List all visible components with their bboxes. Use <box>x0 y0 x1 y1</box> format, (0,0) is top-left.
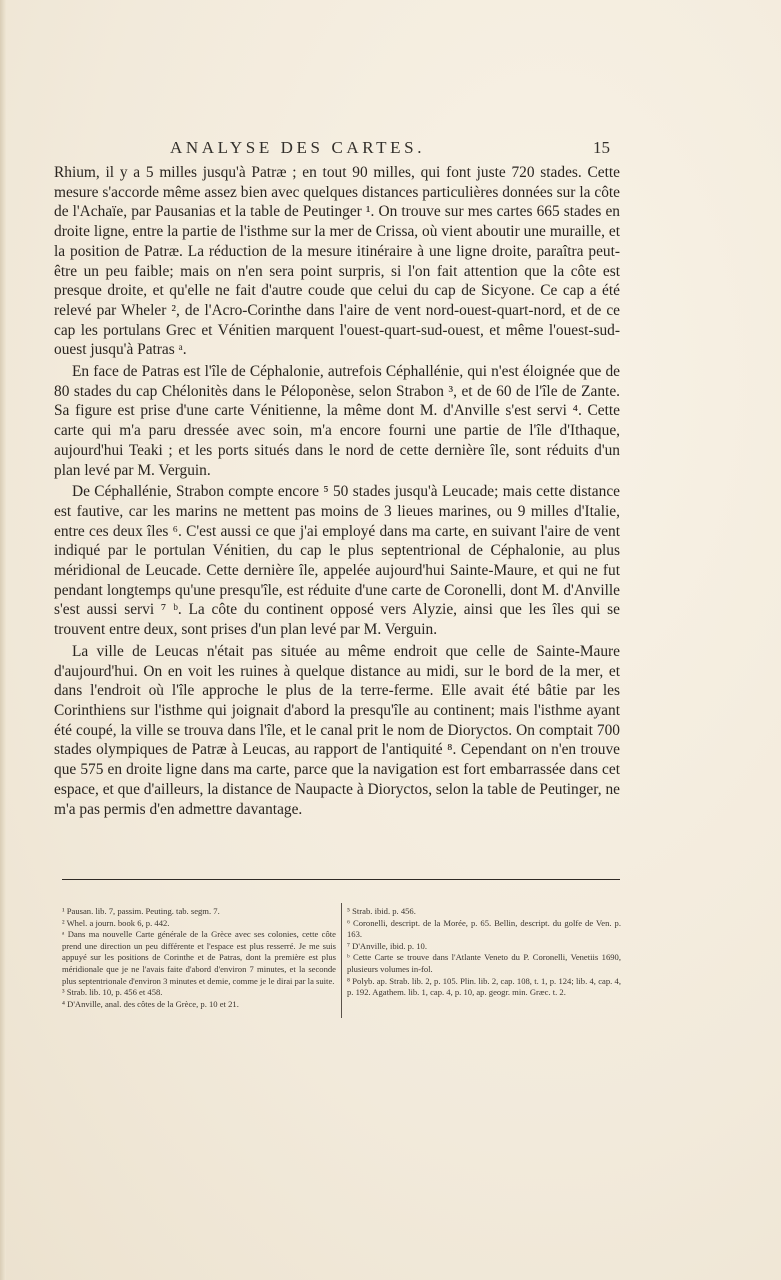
footnote: ⁸ Polyb. ap. Strab. lib. 2, p. 105. Plin. lib. 2, cap. 108, t. 1, p. 124; lib. 4, cap. 4, p. 192. Agathem. lib. 1, cap. 4, p. 10, ap. geogr. min. Græc. t. 2. <box>347 975 621 998</box>
footnote: ¹ Pausan. lib. 7, passim. Peuting. tab. segm. 7. <box>62 906 220 916</box>
footnote: ⁴ D'Anville, anal. des côtes de la Grèce, p. 10 et 21. <box>62 998 239 1009</box>
footnote: ² Whel. a journ. book 6, p. 442. <box>62 917 170 928</box>
footnote: ᵇ Cette Carte se trouve dans l'Atlante Veneto du P. Coronelli, Venetiis 1690, plusieurs volumes in-fol. <box>347 952 621 974</box>
paragraph: Rhium, il y a 5 milles jusqu'à Patræ ; en tout 90 milles, qui font juste 720 stades. Cette mesure s'accorde même assez bien avec quelques distances particulières données sur la côte de l'Achaïe, par Pausanias et la table de Peutinger ¹. On trouve sur mes cartes 665 stades en droite ligne, entre la partie de l'isthme sur la mer de Crissa, où vient aboutir une muraille, et la position de Patræ. La réduction de la mesure itinéraire à une ligne droite, paraîtra peut-être un peu faible; mais on n'en sera point surpris, si l'on fait attention que la côte est presque droite, et qu'elle ne fait d'autre coude que celui du cap de Sicyone. Ce cap a été relevé par Wheler ², de l'Acro-Corinthe dans l'aire de vent nord-ouest-quart-nord, et de ce cap les portulans Grec et Vénitien marquent l'ouest-quart-sud-ouest, et même l'ouest-sud-ouest jusqu'à Patras ᵃ. <box>54 164 620 359</box>
main-body-text <box>54 163 620 819</box>
footnote: ³ Strab. lib. 10, p. 456 et 458. <box>62 987 163 998</box>
paragraph: De Céphallénie, Strabon compte encore ⁵ 50 stades jusqu'à Leucade; mais cette distance est fautive, car les marins ne mettent pas moins de 3 lieues marines, ou 9 milles d'Italie, entre ces deux îles ⁶. C'est aussi ce que j'ai employé dans ma carte, en suivant l'aire de vent indiqué par le portulan Vénitien, du cap le plus septentrional de Céphalonie, au plus méridional de Leucade. Cette dernière île, appelée aujourd'hui Sainte-Maure, et qui ne fut pendant longtemps qu'une presqu'île, est réduite d'une carte de Coronelli, dont M. d'Anville s'est aussi servi ⁷ ᵇ. La côte du continent opposé vers Alyzie, ainsi que les îles qui se trouvent entre deux, sont prises d'un plan levé par M. Verguin. <box>54 483 620 639</box>
footnote: ⁷ D'Anville, ibid. p. 10. <box>347 940 427 951</box>
page-edge-shadow <box>0 0 6 1280</box>
footnote: ⁶ Coronelli, descript. de la Morée, p. 65. Bellin, descript. du golfe de Ven. p. 163. <box>347 917 621 940</box>
page-number: 15 <box>593 138 610 157</box>
footnote-column-divider <box>341 903 342 1018</box>
footnote-rule <box>62 879 620 880</box>
running-title: ANALYSE DES CARTES. <box>170 138 426 157</box>
footnote: ⁵ Strab. ibid. p. 456. <box>347 906 416 916</box>
footnote: ᵃ Dans ma nouvelle Carte générale de la Grèce avec ses colonies, cette côte prend une direction un peu différente et l'espace est plus resserré. Je me suis appuyé sur les positions de Corinthe et de Patras, dont la première est plus méridionale que je ne l'avais faite d'abord d'environ 7 minutes, et la seconde plus septentrionale d'environ 3 minutes et demie, comme je le dirai par la suite. <box>62 929 336 986</box>
footnotes-right-column <box>347 906 621 999</box>
footnotes-left-column <box>62 906 336 1010</box>
paragraph: En face de Patras est l'île de Céphalonie, autrefois Céphallénie, qui n'est éloignée que de 80 stades du cap Chélonitès dans le Péloponèse, selon Strabon ³, et de 60 de l'île de Zante. Sa figure est prise d'une carte Vénitienne, la même dont M. d'Anville s'est servi ⁴. Cette carte qui m'a paru dressée avec soin, m'a encore fourni une partie de l'île d'Ithaque, aujourd'hui Teaki ; et les ports situés dans le nord de cette dernière île, sont réduits d'un plan levé par M. Verguin. <box>54 363 620 479</box>
paragraph: La ville de Leucas n'était pas située au même endroit que celle de Sainte-Maure d'aujourd'hui. On en voit les ruines à quelque distance au midi, sur le bord de la mer, et dans l'endroit où l'île approche le plus de la terre-ferme. Elle avait été bâtie par les Corinthiens sur l'isthme qui joignait d'abord la presqu'île au continent; mais l'isthme ayant été coupé, la ville se trouva dans l'île, et le canal prit le nom de Dioryctos. On comptait 700 stades olympiques de Patræ à Leucas, au rapport de l'antiquité ⁸. Cependant on n'en trouve que 575 en droite ligne dans ma carte, parce que la navigation est fort embarrassée dans cet espace, et que d'ailleurs, la distance de Naupacte à Dioryctos, selon la table de Peutinger, ne m'a pas permis d'en admettre davantage. <box>54 642 620 818</box>
running-header <box>0 138 781 162</box>
